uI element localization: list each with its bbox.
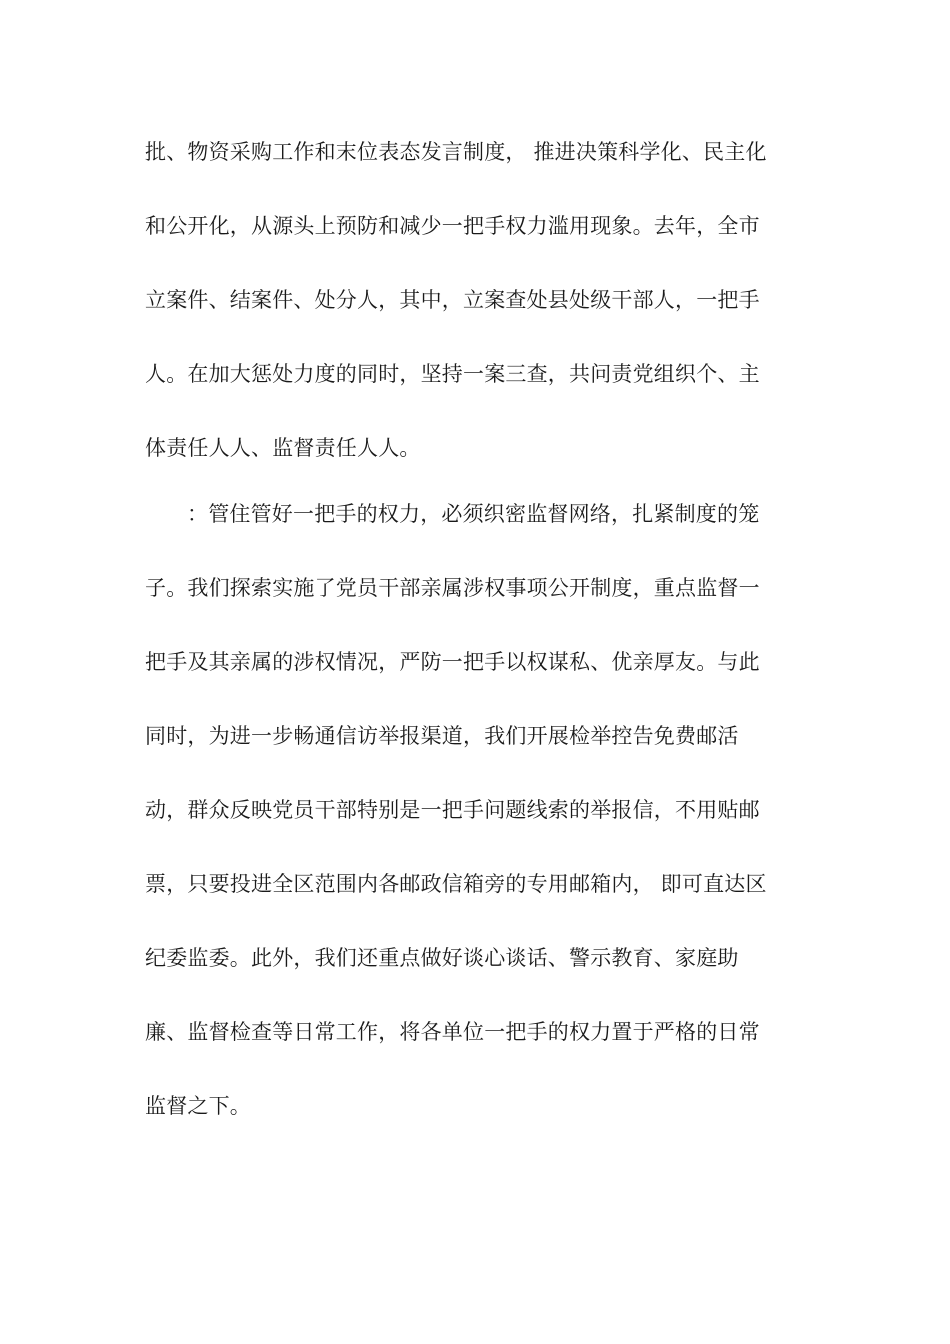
paragraph-1-line-5: 体责任人人、监督责任人人。: [145, 436, 421, 460]
paragraph-2-line-4: 同时，为进一步畅通信访举报渠道，我们开展检举控告免费邮活: [145, 724, 739, 748]
paragraph-2-line-5: 动，群众反映党员干部特别是一把手问题线索的举报信，不用贴邮: [145, 798, 760, 822]
paragraph-1-line-1: 批、物资采购工作和末位表态发言制度， 推进决策科学化、民主化: [145, 140, 767, 164]
paragraph-1-line-2: 和公开化，从源头上预防和减少一把手权力滥用现象。去年，全市: [145, 214, 760, 238]
paragraph-2-line-3: 把手及其亲属的涉权情况，严防一把手以权谋私、优亲厚友。与此: [145, 650, 760, 674]
paragraph-2-line-8: 廉、监督检查等日常工作，将各单位一把手的权力置于严格的日常: [145, 1020, 760, 1044]
paragraph-2-line-7: 纪委监委。此外，我们还重点做好谈心谈话、警示教育、家庭助: [145, 946, 739, 970]
paragraph-2-line-9: 监督之下。: [145, 1094, 251, 1118]
paragraph-2-line-6: 票，只要投进全区范围内各邮政信箱旁的专用邮箱内， 即可直达区: [145, 872, 767, 896]
paragraph-1-line-4: 人。在加大惩处力度的同时，坚持一案三查，共问责党组织个、主: [145, 362, 760, 386]
paragraph-2-line-1: ：管住管好一把手的权力，必须织密监督网络，扎紧制度的笼: [187, 502, 760, 526]
paragraph-1-line-3: 立案件、结案件、处分人，其中，立案查处县处级干部人，一把手: [145, 288, 760, 312]
paragraph-2-line-2: 子。我们探索实施了党员干部亲属涉权事项公开制度，重点监督一: [145, 576, 760, 600]
